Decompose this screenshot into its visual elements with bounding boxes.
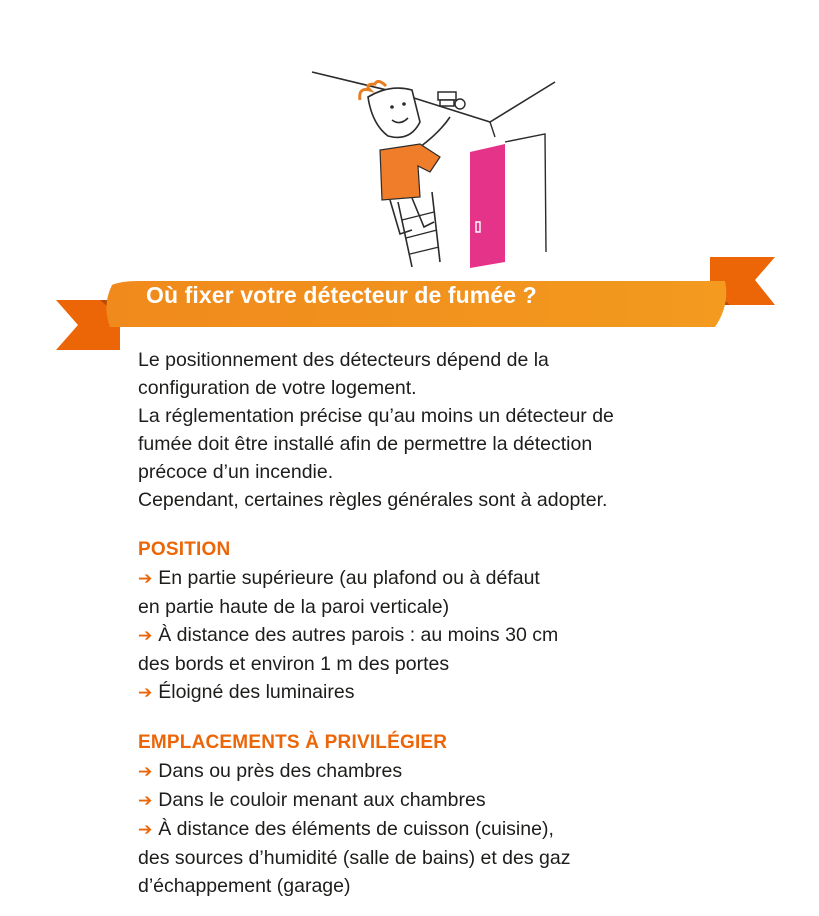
arrow-right-icon: ➔ bbox=[138, 762, 153, 781]
bullet-item bbox=[138, 815, 788, 844]
bullet-text: À distance des autres parois : au moins 30 cm bbox=[158, 624, 559, 646]
bullet-continuation: en partie haute de la paroi verticale) bbox=[138, 596, 450, 618]
position-section bbox=[138, 536, 788, 707]
intro-line: Cependant, certaines règles générales sont à adopter. bbox=[138, 489, 608, 511]
locations-section bbox=[138, 729, 788, 900]
bullet-item bbox=[138, 786, 788, 815]
bullet-item bbox=[138, 564, 788, 593]
intro-line: fumée doit être installé afin de permettre la détection bbox=[138, 433, 593, 455]
bullet-text: Dans le couloir menant aux chambres bbox=[158, 789, 486, 811]
title-banner bbox=[50, 255, 780, 355]
bullet-continuation: d’échappement (garage) bbox=[138, 875, 351, 897]
section-heading: EMPLACEMENTS À PRIVILÉGIER bbox=[138, 732, 448, 753]
bullet-text: À distance des éléments de cuisson (cuisine), bbox=[158, 818, 554, 840]
person-installing-smoke-detector-icon bbox=[300, 62, 560, 272]
arrow-right-icon: ➔ bbox=[138, 683, 153, 702]
intro-line: La réglementation précise qu’au moins un détecteur de bbox=[138, 405, 614, 427]
bullet-item bbox=[138, 621, 788, 650]
section-heading: POSITION bbox=[138, 539, 231, 560]
intro-line: Le positionnement des détecteurs dépend de la bbox=[138, 349, 549, 371]
banner-title: Où fixer votre détecteur de fumée ? bbox=[146, 282, 537, 308]
arrow-right-icon: ➔ bbox=[138, 569, 153, 588]
bullet-item bbox=[138, 678, 788, 707]
bullet-text: Éloigné des luminaires bbox=[158, 681, 355, 703]
bullet-continuation: des sources d’humidité (salle de bains) et des gaz bbox=[138, 847, 571, 869]
main-content bbox=[138, 346, 788, 900]
bullet-text: Dans ou près des chambres bbox=[158, 760, 403, 782]
arrow-right-icon: ➔ bbox=[138, 791, 153, 810]
bullet-text: En partie supérieure (au plafond ou à défaut bbox=[158, 567, 540, 589]
intro-line: précoce d’un incendie. bbox=[138, 461, 334, 483]
arrow-right-icon: ➔ bbox=[138, 626, 153, 645]
arrow-right-icon: ➔ bbox=[138, 820, 153, 839]
bullet-item bbox=[138, 757, 788, 786]
bullet-continuation: des bords et environ 1 m des portes bbox=[138, 653, 450, 675]
intro-line: configuration de votre logement. bbox=[138, 377, 417, 399]
intro-paragraph bbox=[138, 346, 788, 514]
